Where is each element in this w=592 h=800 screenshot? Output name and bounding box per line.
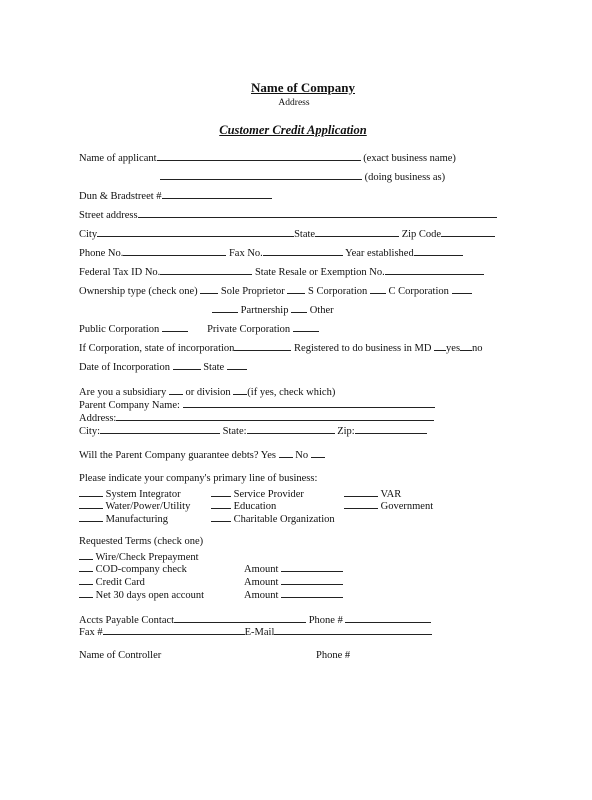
sole-label: Sole Proprietor [220,286,285,297]
exact-name-label: (exact business name) [363,153,456,164]
parent-state-line[interactable] [247,423,335,434]
md-yes-label: yes [446,343,461,354]
parent-name-line[interactable] [183,397,435,408]
parent-city-line[interactable] [100,423,220,434]
controller-phone-label: Phone # [316,650,351,661]
registered-md-label: Registered to do business in MD [294,343,432,354]
sole-check[interactable] [200,283,218,294]
business-item-government [344,498,433,513]
tax-row [79,264,484,279]
parent-city-label: City: [79,426,101,437]
private-corp-check[interactable] [293,321,319,332]
other-check[interactable] [291,302,307,313]
parent-zip-label: Zip: [337,426,355,437]
street-line[interactable] [138,207,497,218]
parent-zip-line[interactable] [355,423,427,434]
state-inc-label: State [203,362,225,373]
var-label: VAR [380,489,402,500]
education-check[interactable] [211,498,231,509]
accts-phone-label: Phone # [308,615,343,626]
zip-label: Zip Code [401,229,442,240]
system-integrator-check[interactable] [79,486,103,497]
dun-line[interactable] [162,188,272,199]
phone-label: Phone No. [79,248,124,259]
fax-label: Fax No. [228,248,263,259]
dba-line[interactable] [160,169,362,180]
fax-line[interactable] [103,624,245,635]
manufacturing-check[interactable] [79,511,103,522]
state-inc-line[interactable] [234,340,291,351]
manufacturing-label: Manufacturing [105,514,169,525]
accts-label: Accts Payable Contact [79,615,175,626]
public-corp-check[interactable] [162,321,188,332]
credit-card-check[interactable] [79,574,93,585]
md-yes-check[interactable] [434,340,446,351]
phone-row [79,245,463,260]
parent-address-label: Address: [79,413,117,424]
c-corp-label: C Corporation [388,286,449,297]
year-line[interactable] [414,245,463,256]
division-check[interactable] [233,384,247,395]
service-provider-check[interactable] [211,486,231,497]
applicant-row [79,150,456,165]
parent-name-label: Parent Company Name: [79,400,180,411]
public-corp-label: Public Corporation [79,324,160,335]
net30-amount-label: Amount [244,590,279,601]
state-resale-label: State Resale or Exemption No. [254,267,385,278]
system-integrator-label: System Integrator [105,489,181,500]
water-power-check[interactable] [79,498,103,509]
applicant-label: Name of applicant [79,153,157,164]
guarantee-no-label: No [295,450,309,461]
applicant-name-line[interactable] [157,150,361,161]
term-net30 [79,587,204,602]
fed-tax-label: Federal Tax ID No. [79,267,161,278]
card-amount-line[interactable] [281,574,343,585]
service-provider-label: Service Provider [233,489,304,500]
education-label: Education [233,501,277,512]
card-amount-label: Amount [244,577,279,588]
dun-label: Dun & Bradstreet # [79,191,162,202]
water-power-label: Water/Power/Utility [105,501,191,512]
charitable-label: Charitable Organization [233,514,335,525]
state-inc2-line[interactable] [227,359,247,370]
business-item-charitable [211,511,335,526]
date-inc-label: Date of Incorporation [79,362,170,373]
dba-label: (doing business as) [364,172,446,183]
md-no-label: no [472,343,483,354]
accts-line[interactable] [174,612,306,623]
street-label: Street address [79,210,138,221]
subsidiary-check[interactable] [169,384,183,395]
corp-type-row [79,321,319,336]
state-line[interactable] [315,226,399,237]
cod-check[interactable] [79,561,93,572]
email-line[interactable] [274,624,432,635]
net30-check[interactable] [79,587,93,598]
date-inc-line[interactable] [173,359,201,370]
fed-tax-line[interactable] [160,264,252,275]
street-row [79,207,497,222]
form-title: Customer Credit Application [219,123,367,137]
company-address: Address [278,98,310,108]
private-corp-label: Private Corporation [207,324,291,335]
guarantee-yes-check[interactable] [279,447,293,458]
state-resale-line[interactable] [385,264,484,275]
guarantee-no-check[interactable] [311,447,325,458]
if-corp-label: If Corporation, state of incorporation [79,343,235,354]
city-row [79,226,495,241]
terms-title: Requested Terms (check one) [79,536,204,547]
fax-email-row [79,624,432,639]
guarantee-row [79,447,325,462]
c-corp-check[interactable] [370,283,386,294]
controller-label: Name of Controller [79,650,162,661]
cod-amount-line[interactable] [281,561,343,572]
government-label: Government [380,501,434,512]
cod-label: COD-company check [95,564,187,575]
var-check[interactable] [344,486,378,497]
business-item-manufacturing [79,511,168,526]
dba-row [160,169,445,184]
dun-row [79,188,272,203]
guarantee-label: Will the Parent Company guarantee debts? Yes [79,450,276,461]
net30-amount-line[interactable] [281,587,343,598]
c-corp-line[interactable] [452,283,472,294]
credit-card-label: Credit Card [95,577,145,588]
md-no-check[interactable] [460,340,472,351]
company-name: Name of Company [251,80,355,95]
other-label: Other [309,305,334,316]
state-label: State [294,229,316,240]
charitable-check[interactable] [211,511,231,522]
business-prompt: Please indicate your company's primary line of business: [79,473,318,484]
if-yes-label: (if yes, check which) [247,387,336,398]
parent-state-label: State: [222,426,247,437]
subsidiary-label: Are you a subsidiary [79,387,167,398]
partnership-check[interactable] [212,302,238,313]
date-inc-row [79,359,247,374]
ownership-label: Ownership type (check one) [79,286,198,297]
accts-phone-line[interactable] [345,612,431,623]
incorporation-row [79,340,483,355]
wire-label: Wire/Check Prepayment [95,552,199,563]
city-label: City [79,229,98,240]
wire-check[interactable] [79,549,93,560]
fax-label: Fax # [79,627,103,638]
phone-line[interactable] [123,245,226,256]
parent-city-row [79,423,427,438]
year-label: Year established [345,248,414,259]
net30-amount-row [244,587,343,602]
zip-line[interactable] [441,226,495,237]
partnership-row [212,302,334,317]
division-label: or division [185,387,231,398]
s-corp-check[interactable] [287,283,305,294]
city-line[interactable] [97,226,294,237]
cod-amount-label: Amount [244,564,279,575]
net30-label: Net 30 days open account [95,590,205,601]
partnership-label: Partnership [240,305,289,316]
fax-line[interactable] [263,245,343,256]
parent-address-line[interactable] [116,410,434,421]
s-corp-label: S Corporation [308,286,368,297]
government-check[interactable] [344,498,378,509]
ownership-row [79,283,472,298]
email-label: E-Mail [244,627,275,638]
